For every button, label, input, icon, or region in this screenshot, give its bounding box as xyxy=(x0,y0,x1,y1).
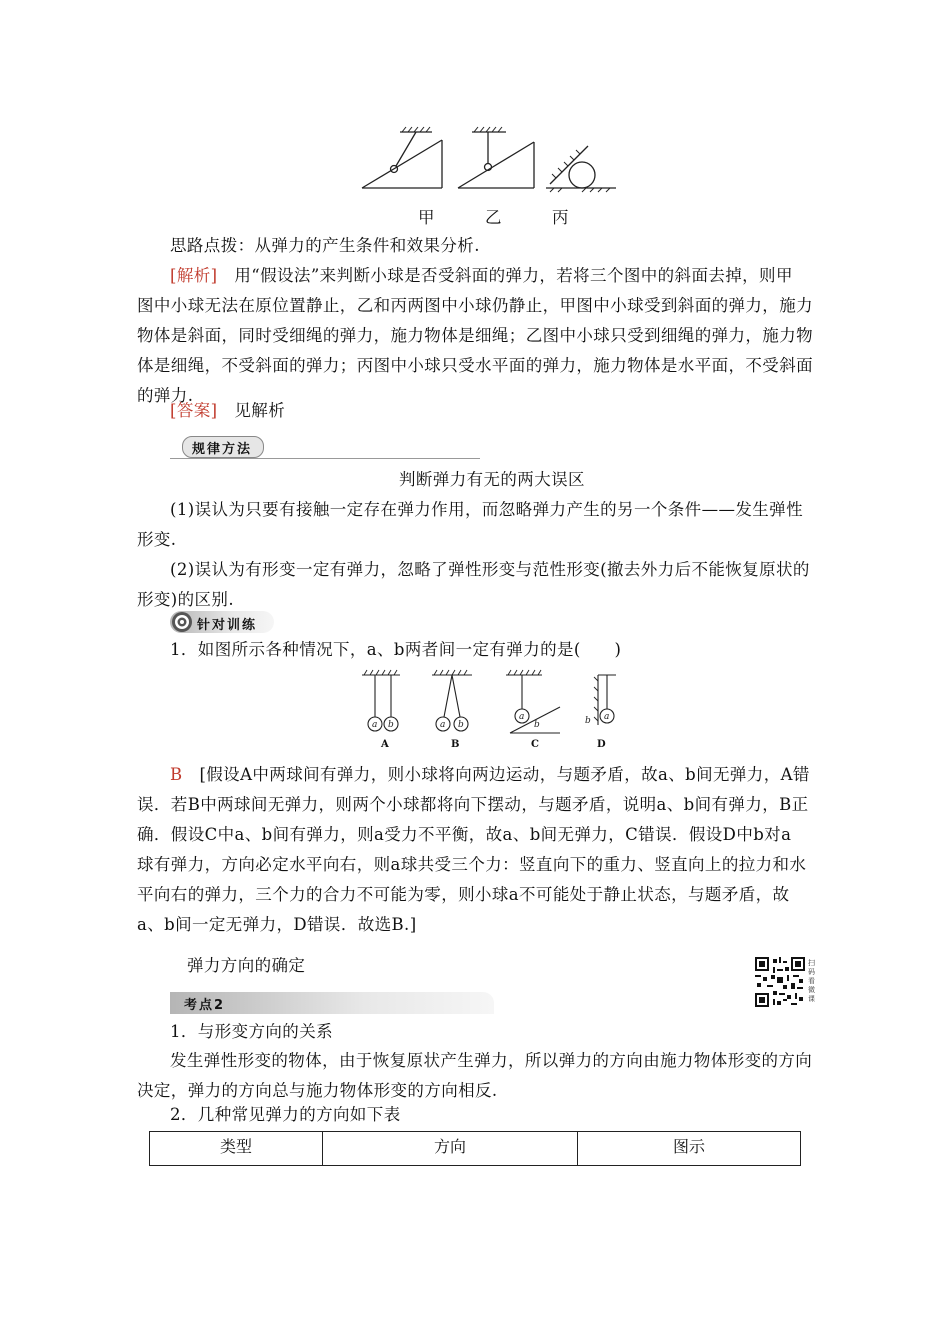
figure-ball-incline xyxy=(360,126,620,194)
svg-text:a: a xyxy=(440,720,446,730)
section2-para-line: 决定，弹力的方向总与施力物体形变的方向相反. xyxy=(137,1081,498,1100)
analysis-tag: [解析] xyxy=(170,266,218,285)
figure1-label-jia: 甲 xyxy=(418,208,435,227)
method-item: 形变. xyxy=(137,530,177,549)
sub-heading-2: 2．几种常见弹力的方向如下表 xyxy=(170,1105,401,1124)
hint-text: 思路点拨：从弹力的产生条件和效果分析. xyxy=(170,236,480,255)
qr-code-icon[interactable] xyxy=(755,957,805,1007)
method-item: 形变)的区别. xyxy=(137,590,234,609)
solution-line: 确．假设C中a、b间有弹力，则a受力不平衡，故a、b间无弹力，C错误．假设D中b对a xyxy=(137,825,792,844)
answer-tag: [答案] xyxy=(170,401,218,420)
target-icon xyxy=(171,611,193,633)
figure1-label-yi: 乙 xyxy=(485,208,502,227)
figure1-label-bing: 丙 xyxy=(552,208,569,227)
svg-text:a: a xyxy=(604,712,610,722)
method-item: (2)误认为有形变一定有弹力，忽略了弹性形变与范性形变(撤去外力后不能恢复原状的 xyxy=(170,560,810,579)
svg-text:b: b xyxy=(388,720,394,730)
table-header-direction: 方向 xyxy=(323,1132,578,1166)
solution-letter: B xyxy=(170,765,183,784)
method-title: 判断弹力有无的两大误区 xyxy=(399,470,585,489)
solution-line: 误．若B中两球间无弹力，则两个小球都将向下摆动，与题矛盾，说明a、b间有弹力，B正 xyxy=(137,795,809,814)
qr-caption: 扫码看微课 xyxy=(808,959,815,1003)
analysis-line: 的弹力. xyxy=(137,386,194,405)
figure2-label-c: C xyxy=(531,739,539,750)
analysis-line: 物体是斜面，同时受细绳的弹力，施力物体是细绳；乙图中小球只受到细绳的弹力，施力物 xyxy=(137,326,813,345)
svg-text:b: b xyxy=(458,720,464,730)
sub-heading-1: 1．与形变方向的关系 xyxy=(170,1022,333,1041)
direction-table xyxy=(149,1131,801,1166)
svg-text:b: b xyxy=(534,720,540,730)
section2-para-line: 发生弹性形变的物体，由于恢复原状产生弹力，所以弹力的方向由施力物体形变的方向 xyxy=(170,1051,813,1070)
practice-label: 针对训练 xyxy=(197,618,258,633)
table-header-row xyxy=(150,1132,801,1166)
solution-block xyxy=(137,760,817,940)
answer-line xyxy=(170,396,285,426)
table-header-figure: 图示 xyxy=(578,1132,801,1166)
svg-text:a: a xyxy=(372,720,378,730)
question-1: 1．如图所示各种情况下，a、b两者间一定有弹力的是( ) xyxy=(170,640,622,659)
solution-line: [假设A中两球间有弹力，则小球将向两边运动，与题矛盾，故a、b间无弹力，A错 xyxy=(199,765,810,784)
method-label: 规律方法 xyxy=(192,442,253,457)
analysis-line: 用“假设法”来判断小球是否受斜面的弹力，若将三个图中的斜面去掉，则甲 xyxy=(234,266,793,285)
figure2-label-a: A xyxy=(381,739,389,750)
figure-abcd xyxy=(360,669,620,739)
figure2-label-d: D xyxy=(597,739,606,750)
method-items xyxy=(137,495,817,615)
topic-label: 考点2 xyxy=(184,998,226,1013)
section2-heading: 弹力方向的确定 xyxy=(187,956,306,975)
analysis-line: 图中小球无法在原位置静止，乙和丙两图中小球仍静止，甲图中小球受到斜面的弹力，施力 xyxy=(137,296,813,315)
solution-line: a、b间一定无弹力，D错误．故选B.] xyxy=(137,915,417,934)
answer-text: 见解析 xyxy=(234,401,286,420)
method-rule xyxy=(170,458,480,459)
solution-line: 球有弹力，方向必定水平向右，则a球共受三个力：竖直向下的重力、竖直向上的拉力和水 xyxy=(137,855,807,874)
svg-text:b: b xyxy=(585,716,591,726)
analysis-line: 体是细绳，不受斜面的弹力；丙图中小球只受水平面的弹力，施力物体是水平面，不受斜面 xyxy=(137,356,813,375)
figure2-label-b: B xyxy=(451,739,460,750)
analysis-block xyxy=(137,261,817,411)
method-item: (1)误认为只要有接触一定存在弹力作用，而忽略弹力产生的另一个条件——发生弹性 xyxy=(170,500,803,519)
table-header-type: 类型 xyxy=(150,1132,323,1166)
solution-line: 平向右的弹力，三个力的合力不可能为零，则小球a不可能处于静止状态，与题矛盾，故 xyxy=(137,885,790,904)
svg-text:a: a xyxy=(519,712,525,722)
section2-para xyxy=(137,1046,817,1106)
